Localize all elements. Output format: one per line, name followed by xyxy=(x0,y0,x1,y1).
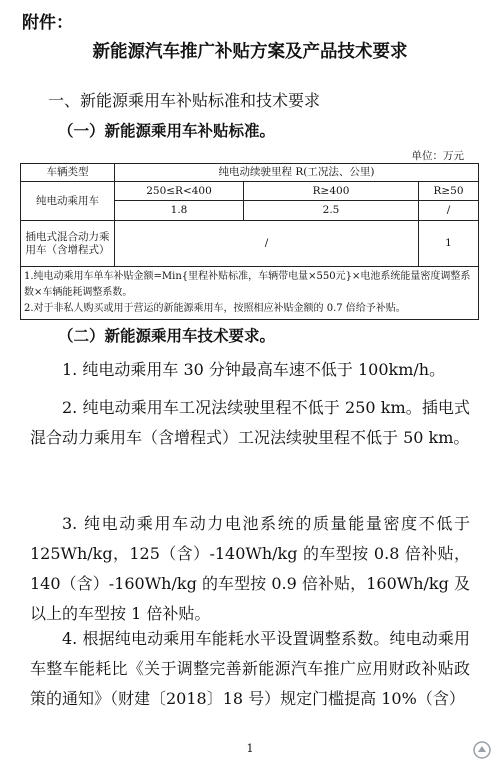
cell-bev-value: / xyxy=(419,201,479,221)
subsection-heading-tech-requirements: （二）新能源乘用车技术要求。 xyxy=(58,326,276,345)
table-row-notes xyxy=(21,267,479,320)
requirement-paragraph-4: 4. 根据纯电动乘用车能耗水平设置调整系数。纯电动乘用车整车能耗比《关于调整完善新能源汽车推广应用财政补贴政策的通知》（财建〔2018〕18 号）规定门槛提高 10%（含） xyxy=(30,629,470,708)
subsidy-standard-table xyxy=(20,163,479,320)
table-note: 1.纯电动乘用车单车补贴金额=Min{里程补贴标准，车辆带电量×550元}×电池系统能量密度调整系数×车辆能耗调整系数。 xyxy=(24,271,471,298)
table-row-phev xyxy=(21,221,479,267)
table-header-row xyxy=(21,164,479,182)
page-number: 1 xyxy=(246,742,254,755)
unit-label: 单位：万元 xyxy=(411,150,464,162)
attachment-label: 附件： xyxy=(22,13,73,33)
watermark-logo-icon xyxy=(472,740,492,760)
cell-range-band: R≥50 xyxy=(419,182,479,201)
cell-notes xyxy=(21,267,479,320)
subsection-heading-subsidy-standard: （一）新能源乘用车补贴标准。 xyxy=(58,121,276,140)
cell-phev-label: 插电式混合动力乘用车（含增程式） xyxy=(21,221,115,267)
table-note: 2.对于非私人购买或用于营运的新能源乘用车，按照相应补贴金额的 0.7 倍给予补贴。 xyxy=(24,303,406,314)
cell-bev-value: 1.8 xyxy=(115,201,244,221)
requirement-paragraph-1: 1. 纯电动乘用车 30 分钟最高车速不低于 100km/h。 xyxy=(62,360,446,379)
cell-range-band: R≥400 xyxy=(244,182,419,201)
document-title: 新能源汽车推广补贴方案及产品技术要求 xyxy=(92,42,408,62)
cell-bev-value: 2.5 xyxy=(244,201,419,221)
header-range: 纯电动续驶里程 R(工况法、公里) xyxy=(115,164,479,182)
requirement-paragraph-3: 3. 纯电动乘用车动力电池系统的质量能量密度不低于 125Wh/kg，125（含）-140Wh/kg 的车型按 0.8 倍补贴，140（含）-160Wh/kg 的车型按 0.9 倍补贴，160Wh/kg 及以上的车型按 1 倍补贴。 xyxy=(30,514,470,623)
table-row-range-bands xyxy=(21,182,479,201)
header-vehicle-type: 车辆类型 xyxy=(21,164,115,182)
section-heading-1: 一、新能源乘用车补贴标准和技术要求 xyxy=(48,91,321,110)
cell-phev-value: 1 xyxy=(419,221,479,267)
requirement-paragraph-2: 2. 纯电动乘用车工况法续驶里程不低于 250 km。插电式混合动力乘用车（含增程式）工况法续驶里程不低于 50 km。 xyxy=(30,398,470,447)
cell-phev-value: / xyxy=(115,221,419,267)
cell-range-band: 250≤R<400 xyxy=(115,182,244,201)
cell-bev-label: 纯电动乘用车 xyxy=(21,182,115,221)
